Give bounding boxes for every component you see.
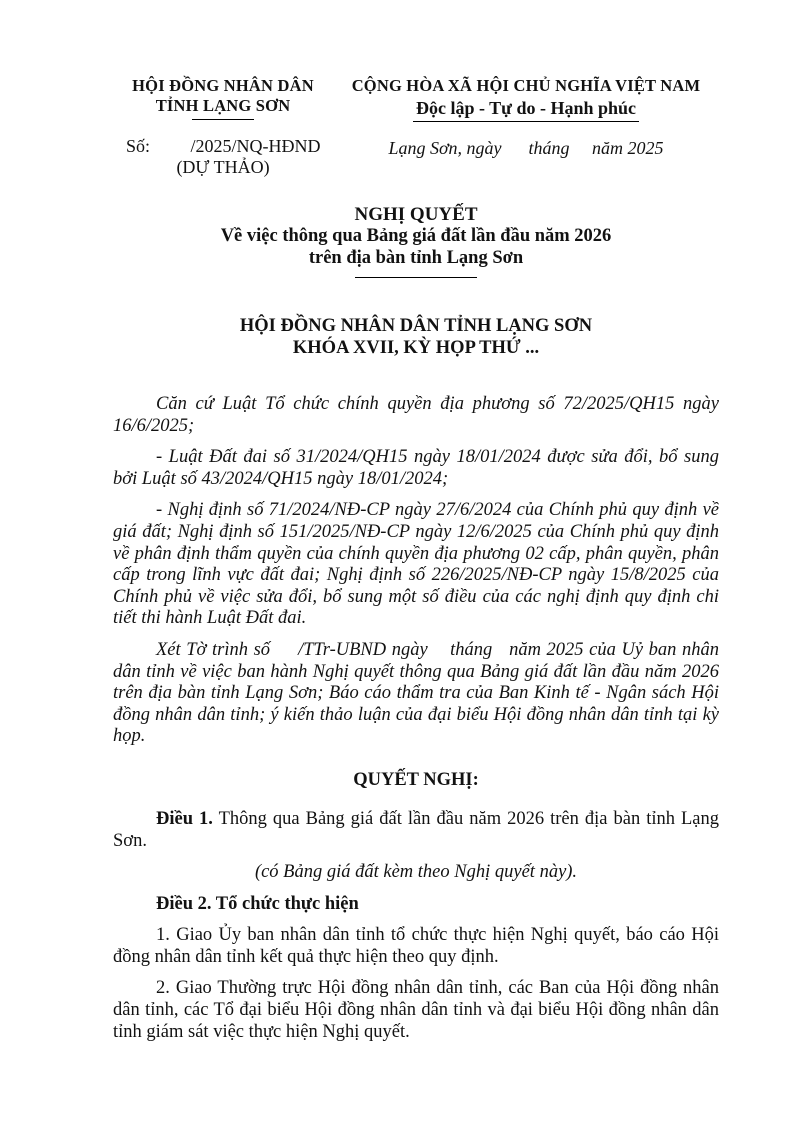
article-1-label: Điều 1.	[156, 808, 213, 829]
council-session: KHÓA XVII, KỲ HỌP THỨ ...	[292, 337, 540, 358]
preamble-paragraph: - Nghị định số 71/2024/NĐ-CP ngày 27/6/2024 của Chính phủ quy định về giá đất; Nghị định số 151/2025/NĐ-CP ngày 12/6/2025 của Chính phủ quy định về phân định thẩm quyền của chính quyền địa phương 02 cấp, phân quyền, phân cấp trong lĩnh vực đất đai; Nghị định số 226/2025/NĐ-CP ngày 15/8/2025 của Chính phủ về việc sửa đổi, bổ sung một số điều của các nghị định quy định chi tiết thi hành Luật Đất đai.	[113, 500, 719, 629]
article-2-item-2: 2. Giao Thường trực Hội đồng nhân dân tỉnh, các Ban của Hội đồng nhân dân tỉnh, các Tổ đại biểu Hội đồng nhân dân tỉnh và đại biểu Hội đồng nhân dân tỉnh giám sát việc thực hiện Nghị quyết.	[113, 978, 719, 1042]
title-separator-line	[355, 277, 477, 278]
national-motto	[333, 98, 719, 122]
issuing-authority-block	[113, 76, 333, 178]
article-2-item-1: 1. Giao Ủy ban nhân dân tỉnh tổ chức thực hiện Nghị quyết, báo cáo Hội đồng nhân dân tỉnh kết quả thực hiện theo quy định.	[113, 925, 719, 967]
article-1	[113, 809, 719, 852]
national-title: CỘNG HÒA XÃ HỘI CHỦ NGHĨA VIỆT NAM	[351, 76, 701, 95]
council-heading	[113, 316, 719, 359]
issuing-authority-line2: TỈNH LẠNG SƠN	[155, 96, 291, 115]
resolve-heading: QUYẾT NGHỊ:	[353, 769, 479, 790]
place-and-date: Lạng Sơn, ngày tháng năm 2025	[388, 138, 664, 158]
document-header	[113, 76, 719, 178]
article-2-heading: Điều 2. Tổ chức thực hiện	[156, 893, 359, 914]
preamble-paragraph: Xét Tờ trình số /TTr-UBND ngày tháng năm 2025 của Uỷ ban nhân dân tỉnh về việc ban hành Nghị quyết thông qua Bảng giá đất lần đầu năm 2026 trên địa bàn tỉnh Lạng Sơn; Báo cáo thẩm tra của Ban Kinh tế - Ngân sách Hội đồng nhân dân tỉnh; ý kiến thảo luận của đại biểu Hội đồng nhân dân tỉnh tại kỳ họp.	[113, 639, 719, 747]
article-1-text: Thông qua Bảng giá đất lần đầu năm 2026 trên địa bàn tỉnh Lạng Sơn.	[113, 808, 720, 851]
document-title-block	[113, 203, 719, 278]
document-subject-line1: Về việc thông qua Bảng giá đất lần đầu năm 2026	[220, 226, 612, 246]
issuing-authority-line1: HỘI ĐỒNG NHÂN DÂN	[132, 76, 314, 95]
council-name: HỘI ĐỒNG NHÂN DÂN TỈNH LẠNG SƠN	[239, 316, 593, 336]
national-motto-block	[333, 76, 719, 178]
preamble-paragraph: - Luật Đất đai số 31/2024/QH15 ngày 18/01/2024 được sửa đổi, bổ sung bởi Luật số 43/2024/QH15 ngày 18/01/2024;	[113, 447, 719, 489]
document-subject-line2: trên địa bàn tỉnh Lạng Sơn	[308, 247, 524, 268]
authority-underline	[192, 119, 254, 120]
document-type-title: NGHỊ QUYẾT	[354, 204, 478, 225]
document-number: Số: /2025/NQ-HĐND	[126, 136, 321, 156]
preamble-section	[113, 394, 719, 748]
article-1-note: (có Bảng giá đất kèm theo Nghị quyết này).	[254, 862, 578, 883]
preamble-paragraph: Căn cứ Luật Tổ chức chính quyền địa phương số 72/2025/QH15 ngày 16/6/2025;	[113, 394, 719, 436]
draft-label: (DỰ THẢO)	[176, 157, 270, 177]
national-motto-text: Độc lập - Tự do - Hạnh phúc	[413, 98, 639, 122]
